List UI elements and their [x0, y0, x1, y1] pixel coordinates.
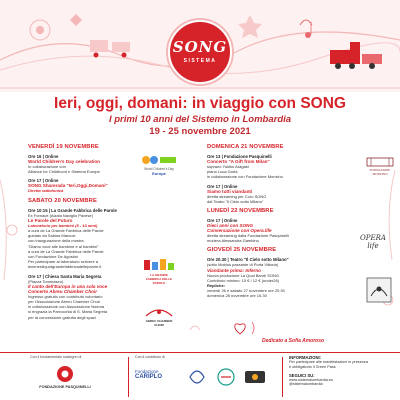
partner-logo-icon	[243, 367, 267, 387]
abreu-icon	[142, 306, 176, 318]
social-handle[interactable]: @sistemalombardia	[289, 382, 323, 387]
info-line: Per partecipare alle manifestazioni in presenza	[289, 360, 368, 364]
cariplo-logo	[135, 369, 175, 380]
monzino-logo-text: FONDAZIONE MONZINO	[369, 168, 391, 176]
fabbrica-icon	[142, 258, 176, 272]
world-childrens-day-logo	[140, 154, 178, 176]
dedication-text: Dedicato a Sofia Amoroso	[262, 338, 325, 344]
event-item	[207, 184, 382, 204]
event-detail: Diretta radiofonica	[28, 188, 64, 194]
event-time: Ore 10:15 | La Grande Fabbrica delle Parole	[28, 207, 117, 213]
page-title: Ieri, oggi, domani: in viaggio con SONG	[54, 95, 346, 112]
event-title: World Children's Day celebration	[28, 159, 100, 164]
event-email[interactable]: lecenerdiquotgrandefabbricadelleparole.it	[28, 264, 102, 270]
event-detail: per l'Associazione Abreu Chamber Choir	[28, 299, 100, 305]
childrens-day-icon	[140, 154, 178, 166]
event-detail: diretta streaming per Coro SONG	[207, 193, 267, 199]
header-banner	[0, 0, 400, 92]
theatre-icon	[365, 276, 393, 304]
event-title: Dieci anni con SONG	[207, 223, 253, 229]
abreu-logo-text: ABREU CHAMBER CHOIR	[145, 319, 173, 327]
footer-contributo	[135, 355, 275, 380]
event-time: Ore 13 | Fondazione Pasquinelli	[207, 154, 272, 159]
event-detail: con Fondazione De Agostini	[28, 254, 78, 260]
day-heading: GIOVEDÌ 25 NOVEMBRE	[207, 247, 277, 254]
event-detail: Ingresso gratuito con contributo volontario	[28, 293, 103, 299]
sostegno-label: Con il fondamentale sostegno di	[30, 355, 82, 359]
fabbrica-logo-text: LA GRANDE FABBRICA DELLE PAROLE	[145, 273, 173, 285]
event-item	[28, 208, 203, 270]
pasquinelli-side-logo	[365, 276, 393, 304]
abreu-logo	[142, 306, 176, 327]
event-detail: a cura de La Grande Fabbrica delle Parole	[28, 248, 104, 254]
event-item	[28, 178, 203, 193]
event-detail: Nuova produzione La Quai Band/ SONG	[207, 272, 280, 278]
event-detail: (sotto Mobius passante di Porta Vittoria)	[207, 262, 279, 268]
fabbrica-logo	[142, 258, 176, 285]
event-title: Le Parole del Futuro	[28, 217, 73, 223]
event-time: Ore 17 | Online	[28, 178, 59, 184]
europe-logo-text: Europe	[152, 171, 166, 176]
monzino-logo	[365, 157, 395, 179]
event-detail: piano Luca Gorla	[207, 169, 238, 175]
monzino-icon	[365, 157, 395, 167]
heart-decoration-icon	[230, 318, 290, 338]
event-detail: domenica 28 novembre ore 16.30	[207, 293, 267, 299]
event-detail: dal Teatro "Il Cielo sotto Milano"	[207, 198, 264, 204]
day-heading: DOMENICA 21 NOVEMBRE	[207, 144, 284, 150]
event-detail: con inaugurazione della mostra	[28, 238, 84, 244]
info-line: è obbligatorio il Green Pass	[289, 364, 336, 369]
event-title: SONG Sharerada "Ieri,Oggi,Domani"	[28, 183, 108, 189]
pasquinelli-logo-icon	[55, 364, 75, 384]
footer	[0, 352, 400, 400]
event-time: Ore 17 | Chiesa Santa Maria Segreta	[28, 273, 102, 279]
event-detail: per la concessione gratuita degli spazi	[28, 314, 96, 320]
event-time: Ore 17 | Online	[207, 183, 238, 189]
page-subtitle: I primi 10 anni del Sistemo in Lombardia	[108, 114, 292, 125]
event-title: Concerto Abreu Chamber Choir	[28, 288, 97, 294]
event-detail: guidato da Sabina Marcuzi	[28, 233, 76, 239]
footer-divider	[282, 357, 283, 397]
day-heading: SABATO 20 NOVEMBRE	[28, 197, 97, 204]
event-detail: a cura de La Grande Fabbrica delle Parole	[28, 228, 104, 234]
event-detail: si ringrazia la Parrocchia di S. Maria Segreta	[28, 309, 108, 315]
event-title: Siamo tutti viandanti	[207, 188, 253, 194]
event-title: Concerto "A Gift from Milan"	[207, 159, 270, 164]
song-logo-text: SONG	[172, 38, 228, 56]
event-detail: in collaborazione con Associazione Noema	[28, 304, 105, 310]
website-link[interactable]: www.sistemalombardia.eu	[289, 377, 334, 382]
event-detail: "Diamo voce alle bambine e ai bambini"	[28, 243, 99, 249]
event-detail: in collaborazione con Fondazione Monzino	[207, 174, 283, 180]
partner-logo-icon	[215, 367, 237, 387]
event-detail: Laboratorio per bambini (8 - 10 anni)	[28, 222, 98, 228]
event-title: Il canto dell'Europa in una sola voce	[28, 283, 108, 289]
schedule-right-column	[207, 144, 382, 303]
event-detail: (Piazza Tommaseo)	[28, 278, 64, 284]
song-logo	[168, 20, 232, 84]
day-heading: LUNEDÌ 22 NOVEMBRE	[207, 208, 274, 215]
event-dates: 19 - 25 novembre 2021	[149, 126, 251, 137]
event-detail: Alliance for Childhood e Sistema Europe	[28, 169, 100, 175]
event-detail: Per partecipare al laboratorio scrivere a	[28, 259, 99, 265]
event-detail: In collaborazione con	[28, 164, 66, 169]
event-detail: modera Alessandra Gambino	[207, 238, 259, 244]
footer-info	[289, 355, 397, 387]
event-item	[28, 274, 203, 320]
event-detail: diretta streaming dalla Fondazione Pasquinelli	[207, 233, 289, 239]
event-title: Viandante prima: Inferno	[207, 267, 261, 273]
cariplo-top-text: Fondazione	[135, 369, 159, 374]
event-time: Ore 16 | Online	[28, 154, 59, 159]
footer-sostegno	[30, 355, 100, 389]
cariplo-text: CARIPLO	[135, 374, 162, 380]
song-logo-subtext: SISTEMA	[183, 58, 217, 64]
event-item	[207, 257, 382, 298]
event-item	[207, 154, 382, 180]
event-detail: Ex Fornace (Alzaia Naviglio Pavese)	[28, 212, 93, 218]
world-logo-text: World Children's Day	[144, 167, 174, 171]
info-title: INFORMAZIONI:	[289, 355, 322, 360]
event-item	[207, 218, 382, 243]
follow-title: SEGUICI SU:	[289, 372, 315, 378]
opera-life-logo	[358, 234, 388, 254]
event-detail: Contributo minimo: 15 € / 12 € (under26)	[207, 277, 280, 283]
footer-divider	[128, 357, 129, 397]
event-detail: soprano Yukiko Aragaki	[207, 164, 249, 169]
event-time: Ore 17 | Online	[207, 218, 238, 224]
event-title: Conversazione con Opera.life	[207, 228, 272, 234]
opera-logo-text: OPERA life	[360, 234, 386, 250]
event-detail: venerdì 26 e sabato 27 novembre ore 20.30	[207, 288, 285, 294]
event-detail: Repliche:	[207, 283, 226, 289]
partner-logo-icon	[187, 367, 207, 387]
pasquinelli-logo-text: FONDAZIONE PASQUINELLI	[39, 385, 91, 389]
day-heading: VENERDÌ 19 NOVEMBRE	[28, 144, 99, 150]
contributo-label: Con il contributo di	[135, 355, 165, 359]
event-time: Ore 20.30 | Teatro "Il Cielo sotto Milano"	[207, 257, 289, 263]
